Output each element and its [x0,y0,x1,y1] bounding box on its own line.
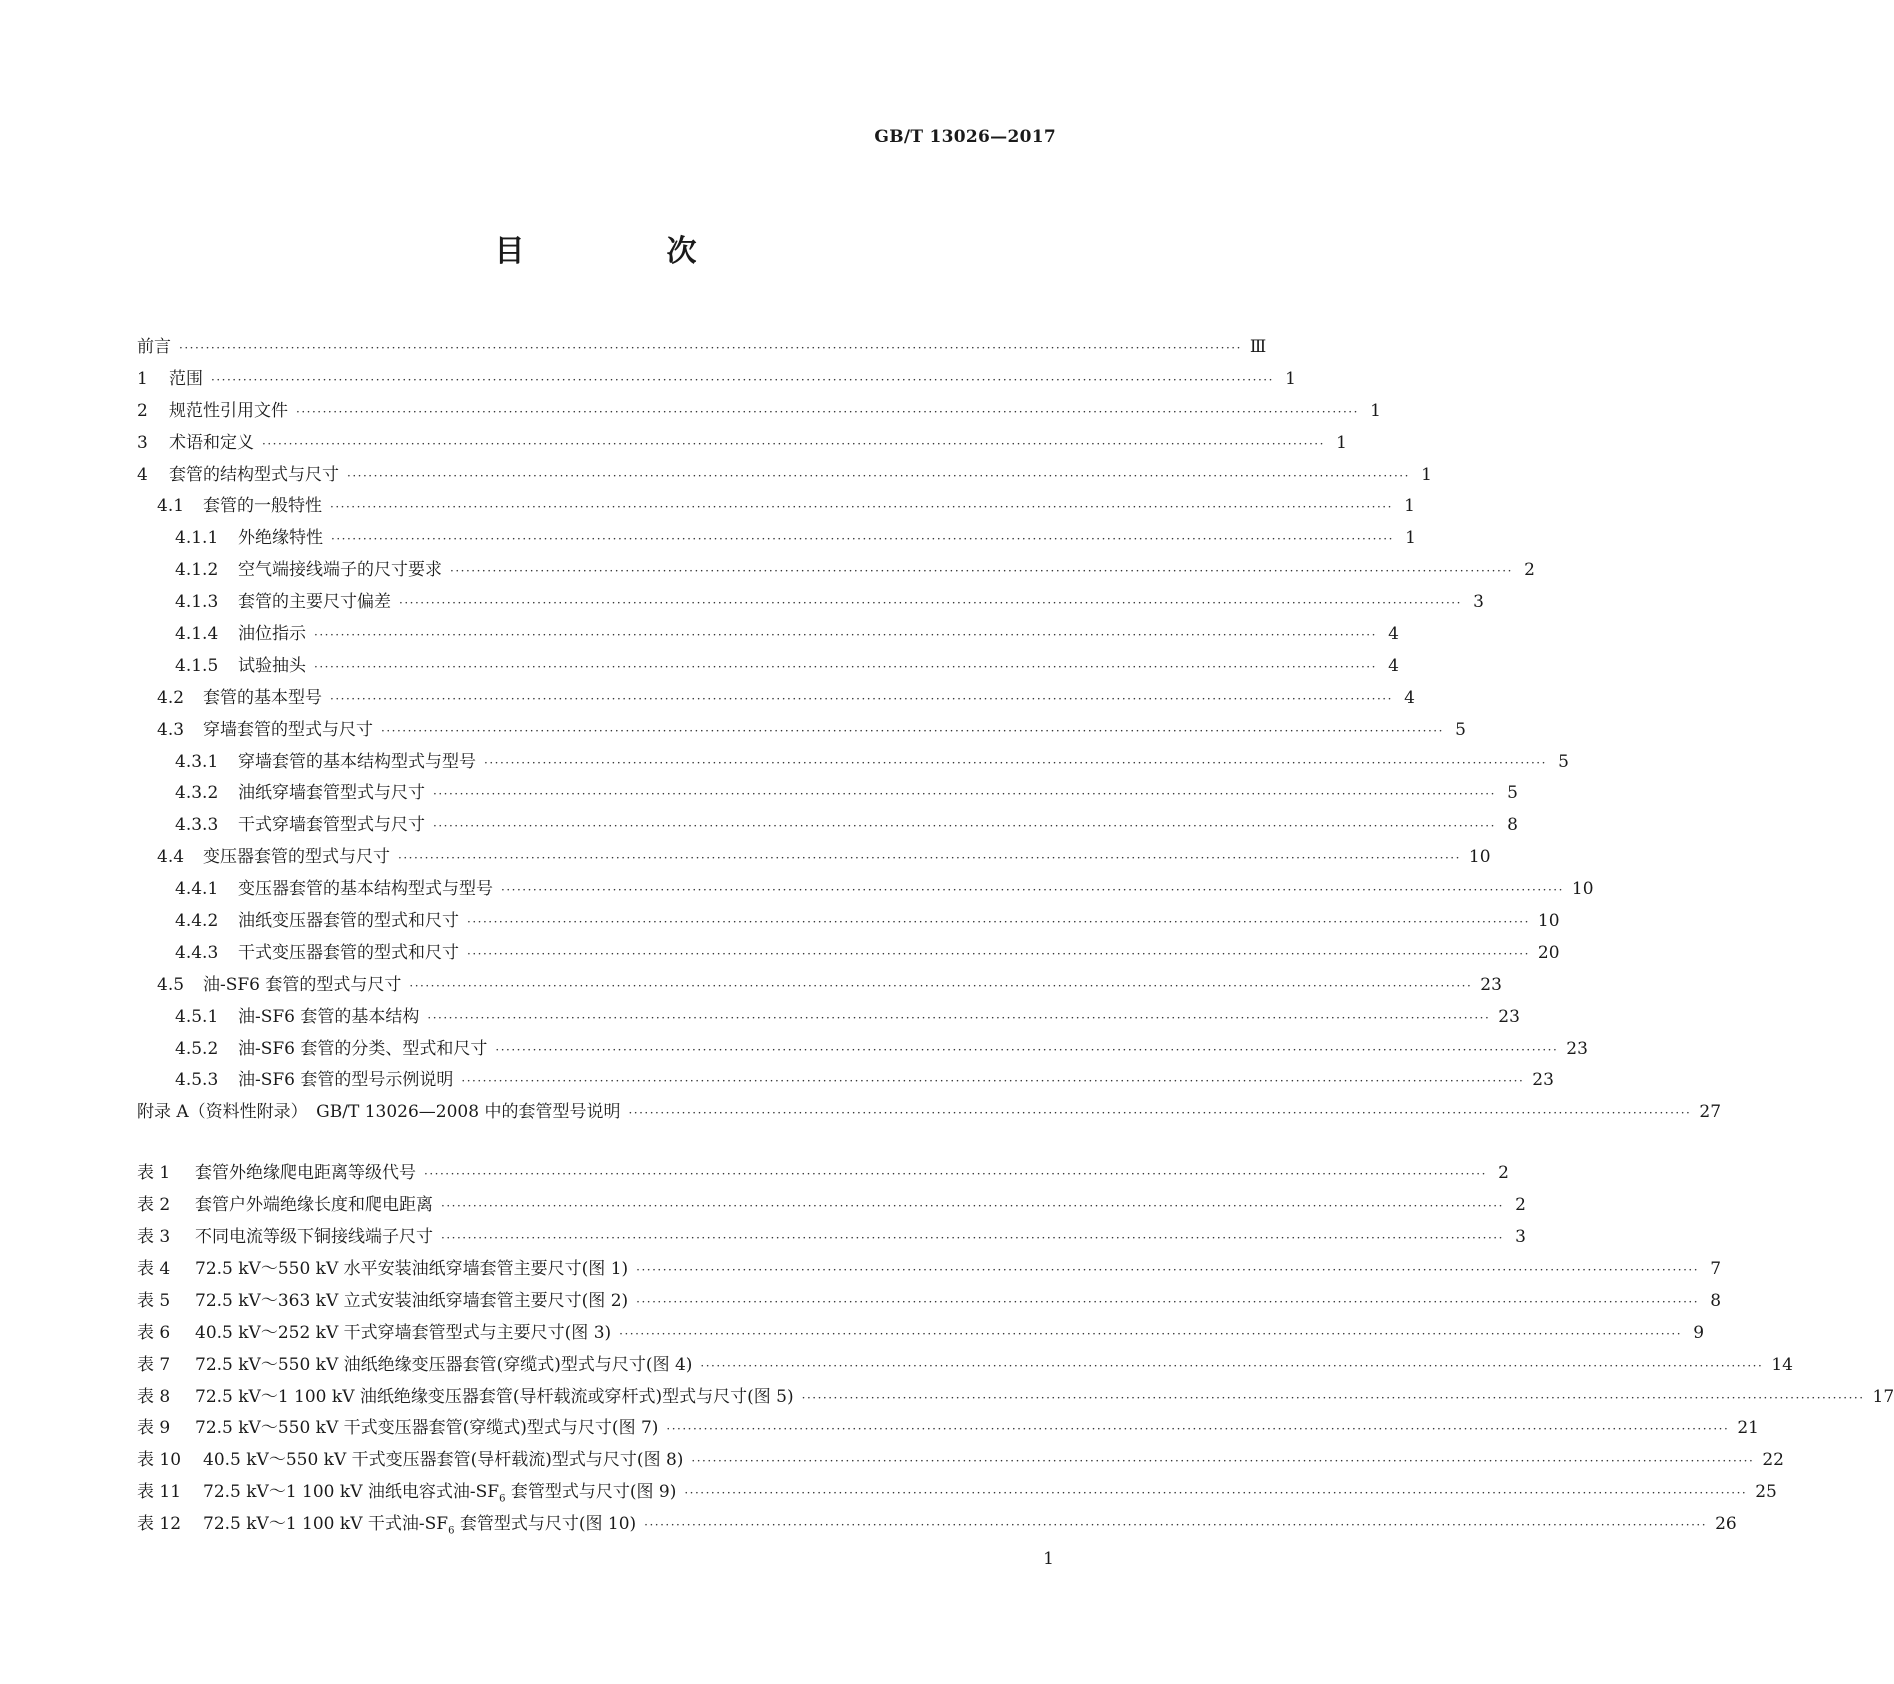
toc-entry-title: 穿墙套管的基本结构型式与型号 [238,751,476,772]
dot-leader: ········································································································································································································ [691,1454,1755,1469]
toc-entry-page: 1 [1404,496,1415,517]
toc-entry-number: 4.3.2 [175,783,219,804]
dot-leader: ········································································································································································································ [628,1106,1692,1121]
table-list-label [137,1222,433,1254]
table-list-title: 72.5 kV～1 100 kV 油纸绝缘变压器套管(导杆载流或穿杆式)型式与尺寸(图 5) [195,1386,794,1407]
page-number: 1 [1043,1549,1054,1569]
table-list-page: 8 [1710,1290,1722,1311]
table-list-label [137,1286,628,1318]
dot-leader: ········································································································································································································ [262,436,1325,451]
toc-entry-page: 20 [1537,942,1560,963]
table-list-title-part: 套管型式与尺寸(图 9) [505,1482,677,1503]
toc-entry-number: 4.4 [157,847,185,868]
table-list-title: 72.5 kV～363 kV 立式安装油纸穿墙套管主要尺寸(图 2) [195,1290,629,1311]
toc-entry-page: 23 [1498,1006,1520,1027]
table-list-page: 2 [1515,1195,1526,1216]
toc-entry[interactable] [137,715,1466,747]
table-list-label [137,1190,433,1222]
table-list-entry[interactable] [137,1477,1777,1509]
toc-entry-label [175,555,442,587]
toc-entry[interactable] [137,396,1381,428]
toc-entry-title: 空气端接线端子的尺寸要求 [238,560,442,581]
table-list-title [203,1509,636,1547]
toc-entry-title: 术语和定义 [169,432,254,453]
toc-entry-number: 4.4.3 [175,942,219,963]
toc-entry-label [175,906,459,938]
table-list-title: 套管外绝缘爬电距离等级代号 [195,1163,416,1184]
toc-entry[interactable] [137,906,1560,938]
table-list-title: 72.5 kV～550 kV 干式变压器套管(穿缆式)型式与尺寸(图 7) [195,1418,659,1439]
toc-entry-number: 4.1.5 [175,655,219,676]
toc-entry-number: 4.4.1 [175,879,219,900]
toc-entry[interactable] [137,460,1432,492]
toc-entry-title: 油纸穿墙套管型式与尺寸 [238,783,425,804]
dot-leader: ········································································································································································································ [330,500,1393,515]
table-list-title: 套管户外端绝缘长度和爬电距离 [195,1195,433,1216]
toc-entry-number: 4.1.4 [175,624,219,645]
dot-leader: ········································································································································································································ [501,883,1564,898]
toc-entry-label [175,523,323,555]
toc-entry[interactable] [137,555,1535,587]
table-list-title: 72.5 kV～550 kV 油纸绝缘变压器套管(穿缆式)型式与尺寸(图 4) [195,1354,693,1375]
toc-entry-page: 1 [1336,432,1347,453]
dot-leader: ········································································································································································································ [644,1518,1708,1533]
table-list-page: 22 [1762,1450,1784,1471]
toc-entry-page: 1 [1370,400,1381,421]
table-list-entry[interactable] [137,1445,1784,1477]
toc-entry[interactable] [137,778,1518,810]
table-list-page: 26 [1715,1514,1737,1535]
toc-entry-page: 23 [1480,974,1502,995]
toc-entry-label [175,747,476,779]
toc-entry-number: 4.3 [157,719,185,740]
toc-entry-page: 4 [1388,655,1399,676]
toc-entry[interactable] [137,587,1484,619]
dot-leader: ········································································································································································································ [801,1390,1865,1405]
toc-entry-title: 变压器套管的型式与尺寸 [203,847,390,868]
table-list-number: 表 4 [137,1258,171,1279]
toc-entry[interactable] [137,842,1491,874]
table-list-number: 表 1 [137,1163,171,1184]
toc-entry-title: 套管的基本型号 [203,687,322,708]
toc-entry-page: Ⅲ [1249,337,1267,357]
toc-entry[interactable] [137,491,1415,523]
toc-entry-number: 2 [137,400,148,421]
toc-entry[interactable] [137,1065,1554,1097]
table-list-entry[interactable] [137,1509,1737,1541]
table-list-title-part: 套管型式与尺寸(图 10) [454,1514,637,1535]
toc-entry-label [175,778,425,810]
toc-entry-page: 23 [1532,1070,1554,1091]
toc-entry-label [137,428,254,460]
table-list-label [137,1445,683,1477]
table-list-number: 表 2 [137,1195,171,1216]
table-list-label [137,1254,628,1286]
subscript: 6 [499,1493,506,1505]
toc-entry[interactable] [137,523,1416,555]
toc-entry-page: 2 [1524,560,1535,581]
toc-entry-page: 5 [1507,783,1518,804]
dot-leader: ········································································································································································································ [314,659,1377,674]
table-list-entry[interactable] [137,1190,1526,1222]
dot-leader: ········································································································································································································ [381,723,1444,738]
toc-entry-page: 5 [1558,751,1569,772]
toc-sections [137,332,1722,1129]
table-list-entry[interactable] [137,1286,1722,1318]
toc-entry[interactable] [137,651,1399,683]
table-list-page: 9 [1693,1322,1705,1343]
toc-entry-label [175,1065,453,1097]
toc-entry[interactable] [137,1034,1588,1066]
dot-leader: ········································································································································································································ [179,341,1242,355]
toc-entry-title: 套管的主要尺寸偏差 [238,592,391,613]
dot-leader: ········································································································································································································ [495,1042,1559,1057]
dot-leader: ········································································································································································································ [684,1486,1748,1501]
dot-leader: ········································································································································································································ [409,978,1473,993]
table-list-page: 2 [1498,1163,1509,1184]
dot-leader: ········································································································································································································ [330,691,1393,706]
dot-leader: ········································································································································································································ [467,946,1530,961]
table-list-page: 7 [1710,1258,1722,1279]
toc-entry-number: 4.3.3 [175,815,219,836]
toc-entry[interactable] [137,332,1267,364]
toc-entry-page: 1 [1285,368,1296,389]
toc-entry-title: 穿墙套管的型式与尺寸 [203,719,373,740]
dot-leader: ········································································································································································································ [636,1294,1700,1309]
toc-entry-label [157,491,322,523]
dot-leader: ········································································································································································································ [211,372,1274,387]
table-list-label [137,1350,692,1382]
toc-entry-number: 4.3.1 [175,751,219,772]
dot-leader: ········································································································································································································ [314,628,1377,643]
toc-entry[interactable] [137,428,1347,460]
page-title: 目 次 [494,234,753,269]
toc-entry-title: 油-SF6 套管的基本结构 [238,1006,420,1027]
table-list-label [137,1382,794,1414]
table-list-page: 21 [1737,1418,1759,1439]
toc-entry-page: 10 [1468,847,1491,868]
table-list-entry[interactable] [137,1158,1509,1190]
table-list-title: 不同电流等级下铜接线端子尺寸 [195,1227,433,1248]
dot-leader: ········································································································································································································ [331,532,1394,547]
toc-entry-label [175,1034,487,1066]
table-list-number: 表 8 [137,1386,171,1407]
table-list-entry[interactable] [137,1350,1793,1382]
dot-leader: ········································································································································································································ [484,755,1547,770]
toc-entry-label [137,364,203,396]
dot-leader: ········································································································································································································ [700,1358,1764,1373]
toc-entry-label [157,683,322,715]
table-list-entry[interactable] [137,1222,1526,1254]
table-list-title: 72.5 kV～550 kV 水平安装油纸穿墙套管主要尺寸(图 1) [195,1258,629,1279]
dot-leader: ········································································································································································································ [347,468,1410,483]
toc-entry-label [175,874,493,906]
table-list-number: 表 7 [137,1354,171,1375]
toc-entry-title: 油纸变压器套管的型式和尺寸 [238,911,459,932]
toc-entry-number: 4.5.2 [175,1038,219,1059]
toc-entry-page: 23 [1566,1038,1588,1059]
toc-entry[interactable] [137,874,1594,906]
toc-entry-number: 4.5 [157,974,185,995]
toc-entry-page: 10 [1537,911,1560,932]
toc-entry[interactable] [137,970,1502,1002]
dot-leader: ········································································································································································································ [433,787,1496,802]
toc-entry-label [137,396,288,428]
toc-entry-number: 1 [137,368,148,389]
table-list-label [137,1509,636,1547]
toc-entry-title: 油-SF6 套管的型号示例说明 [238,1070,454,1091]
toc-entry-label [137,460,339,492]
table-list-number: 表 10 [137,1450,182,1471]
toc-entry-title: 套管的一般特性 [203,496,322,517]
toc-entry-label [157,715,373,747]
dot-leader: ········································································································································································································ [619,1326,1683,1341]
dot-leader: ········································································································································································································ [441,1199,1504,1214]
toc-entry-page: 1 [1421,464,1432,485]
toc-entry-label [175,810,425,842]
table-list-number: 表 6 [137,1322,171,1343]
toc-entry-title: 油-SF6 套管的型式与尺寸 [203,974,402,995]
dot-leader: ········································································································································································································ [427,1010,1491,1025]
table-list-number: 表 11 [137,1482,182,1503]
toc-entry-label [175,651,306,683]
toc-entry-label [137,332,171,364]
toc-entry[interactable] [137,938,1560,970]
toc-entry-label [175,938,459,970]
toc-entry-title: 试验抽头 [238,655,306,676]
toc-entry-title: 套管的结构型式与尺寸 [169,464,339,485]
table-list-label [137,1318,611,1350]
table-list-page: 3 [1515,1227,1526,1248]
toc-entry[interactable] [137,1097,1722,1129]
toc-entry[interactable] [137,747,1569,779]
table-list-page: 25 [1755,1482,1777,1503]
dot-leader: ········································································································································································································ [399,596,1462,611]
subscript: 6 [448,1525,455,1537]
toc-entry-label [175,1002,419,1034]
table-list-entry[interactable] [137,1382,1894,1414]
toc-entry[interactable] [137,364,1296,396]
toc-entry-title: 变压器套管的基本结构型式与型号 [238,879,493,900]
toc-entry-title: 油位指示 [238,624,306,645]
toc-entry-label [157,970,401,1002]
table-list-title: 40.5 kV～550 kV 干式变压器套管(导杆载流)型式与尺寸(图 8) [203,1450,684,1471]
dot-leader: ········································································································································································································ [636,1262,1700,1277]
toc-entry-number: 4.5.3 [175,1070,219,1091]
toc-entry-page: 10 [1571,879,1594,900]
toc-entry[interactable] [137,683,1415,715]
table-list-number: 表 9 [137,1418,171,1439]
toc-entry-page: 4 [1388,624,1399,645]
table-list-number: 表 5 [137,1290,171,1311]
standard-number: GB/T 13026—2017 [874,127,1056,147]
toc-divider-gap [137,1129,1063,1158]
toc-entry-title: 前言 [137,337,171,357]
table-list-page: 14 [1771,1354,1793,1375]
dot-leader: ········································································································································································································ [296,404,1359,419]
table-list-number: 表 3 [137,1227,171,1248]
dot-leader: ········································································································································································································ [450,564,1513,579]
toc-entry-title: 附录 A（资料性附录） GB/T 13026—2008 中的套管型号说明 [137,1102,621,1123]
table-list-label [137,1158,416,1190]
toc-entry-number: 4.1.3 [175,592,219,613]
table-list-page: 17 [1872,1386,1894,1407]
toc-entry-number: 4.2 [157,687,185,708]
table-list-entry[interactable] [137,1318,1705,1350]
toc-entry[interactable] [137,1002,1520,1034]
toc-entry-title: 干式穿墙套管型式与尺寸 [238,815,425,836]
toc-entry-number: 4.5.1 [175,1006,219,1027]
toc-entry-label [137,1097,620,1129]
toc-entry-number: 4.1.1 [175,528,219,549]
toc-entry-number: 3 [137,432,148,453]
toc-table-list [137,1158,1894,1541]
table-list-title-part: 72.5 kV～1 100 kV 干式油-SF [203,1514,449,1535]
table-list-title: 40.5 kV～252 kV 干式穿墙套管型式与主要尺寸(图 3) [195,1322,612,1343]
toc-entry-title: 外绝缘特性 [238,528,323,549]
toc-entry-number: 4 [137,464,148,485]
toc-entry-label [157,842,390,874]
toc-entry-page: 4 [1404,687,1415,708]
table-list-title-part: 72.5 kV～1 100 kV 油纸电容式油-SF [203,1482,500,1503]
toc-entry[interactable] [137,810,1518,842]
table-list-number: 表 12 [137,1514,182,1535]
table-list-entry[interactable] [137,1413,1759,1445]
dot-leader: ········································································································································································································ [467,915,1530,930]
dot-leader: ········································································································································································································ [433,819,1496,834]
toc-entry-title: 油-SF6 套管的分类、型式和尺寸 [238,1038,488,1059]
toc-entry-number: 4.4.2 [175,911,219,932]
toc-entry-title: 规范性引用文件 [169,400,288,421]
dot-leader: ········································································································································································································ [441,1231,1504,1246]
toc-entry-label [175,619,306,651]
dot-leader: ········································································································································································································ [461,1074,1525,1089]
toc-entry-page: 8 [1507,815,1518,836]
toc-entry-number: 4.1.2 [175,560,219,581]
toc-entry-page: 1 [1405,528,1416,549]
toc-entry-title: 干式变压器套管的型式和尺寸 [238,942,459,963]
dot-leader: ········································································································································································································ [666,1422,1730,1437]
table-list-entry[interactable] [137,1254,1722,1286]
dot-leader: ········································································································································································································ [398,851,1461,866]
toc-entry-number: 4.1 [157,496,185,517]
toc-entry-title: 范围 [169,368,203,389]
toc-entry-page: 5 [1455,719,1466,740]
toc-entry-label [175,587,391,619]
toc-entry-page: 27 [1699,1102,1722,1123]
table-list-label [137,1413,658,1445]
toc-entry[interactable] [137,619,1399,651]
dot-leader: ········································································································································································································ [424,1167,1487,1182]
table-of-contents [137,332,1894,1541]
toc-entry-page: 3 [1473,592,1484,613]
